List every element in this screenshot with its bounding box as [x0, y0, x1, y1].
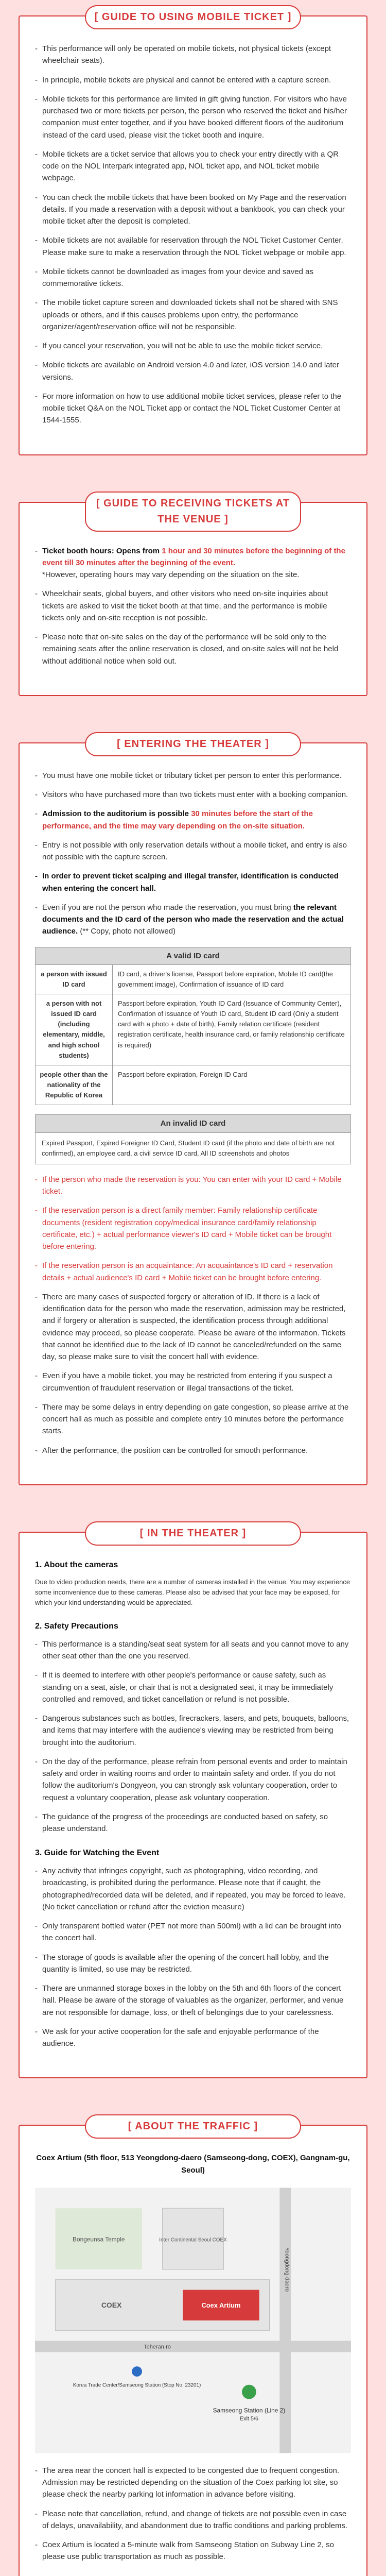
- invalid-id-text: Expired Passport, Expired Foreigner ID Card, Student ID card (if the photo and date of birth are not confirmed), an employee card, a civil service ID card, All ID screenshots and photos: [42, 1139, 335, 1157]
- list-item: - You must have one mobile ticket or tributary ticket per person to enter this performance.: [35, 770, 351, 782]
- list-item: - Mobile tickets are available on Android version 4.0 and later, iOS version 14.0 and later versions.: [35, 359, 351, 383]
- mobile-ticket-title: [ GUIDE TO USING MOBILE TICKET ]: [85, 5, 301, 29]
- receiving-tickets-section: [19, 497, 367, 696]
- valid-id-table: [35, 947, 351, 1106]
- traffic-section: [19, 2121, 367, 2576]
- in-theater-section: [19, 1527, 367, 2079]
- station-marker: [242, 2385, 256, 2399]
- table-row: [36, 994, 350, 1065]
- list-item: - Coex Artium is located a 5-minute walk from Samseong Station on Subway Line 2, so please use public transportation as much as possible.: [35, 2539, 351, 2563]
- list-item: - We ask for your active cooperation for the safe and enjoyable performance of the audience.: [35, 2026, 351, 2050]
- list-item: - Any activity that infringes copyright, such as photographing, video recording, and broadcasting, is prohibited during the performance. Please note that if caught, the photographed/recorded data will be deleted, and if repeated, you may be forced to leave. (No ticket cancellation or refund after the eviction measure): [35, 1865, 351, 1913]
- list-item: - Mobile tickets for this performance are limited in gift giving function. For visitors who have purchased two or more tickets per person, the person who reserved the ticket and his/her companion must enter together, and if you have booked different floors of the auditorium instead of the card used, please visit the ticket booth and inquire.: [35, 93, 351, 141]
- id-rule-note: (** Copy, photo not allowed): [78, 927, 176, 936]
- id-rule-text: Even if you are not the person who made the reservation, you must bring: [42, 903, 293, 912]
- table-value: Passport before expiration, Foreign ID Card: [118, 1070, 248, 1078]
- list-item: - There are unmanned storage boxes in the lobby on the 5th and 6th floors of the concert hall. Please be aware of the storage of valuables as the organizer, performer, and venue are not responsible for damage, loss, or theft of belongings due to your carelessness.: [35, 1982, 351, 2019]
- mobile-ticket-section: [19, 11, 367, 455]
- list-item: - The guidance of the progress of the proceedings are conducted based on safety, so please understand.: [35, 1811, 351, 1835]
- list-item: - The area near the concert hall is expected to be congested due to frequent congestion. Admission may be restricted depending on the situation of the Coex parking lot site, so please check the nearby parking lot information in advance before visiting.: [35, 2465, 351, 2501]
- table-row: [36, 1065, 350, 1105]
- safety-heading: 2. Safety Precautions: [35, 1622, 118, 1631]
- list-item: - Please note that on-site sales on the day of the performance will be sold only to the remaining seats after the online reservation is closed, and on-site sales will not be held without additional notice when sold out.: [35, 631, 351, 667]
- subway-heading: [35, 2574, 351, 2576]
- safety-list: [35, 1638, 351, 1835]
- mobile-ticket-list: [35, 43, 351, 427]
- list-item: - Please note that cancellation, refund, and change of tickets are not possible even in case of delays, unavailability, and abandonment due to traffic conditions and parking problems.: [35, 2508, 351, 2532]
- list-item: - If it is deemed to interfere with other people's performance or cause safety, such as standing on a seat, aisle, or chair that is not a designated seat, it may be immediately controlled and removed, and ticket cancellation or refund is not possible.: [35, 1669, 351, 1705]
- booth-hours-value: 1 hour and 30 minutes before the beginning of the event till 30 minutes after the beginning of the event.: [42, 546, 345, 567]
- bus-stop-marker: [132, 2366, 142, 2377]
- admission-label: Admission to the auditorium is possible: [42, 809, 191, 819]
- list-item: - Entry is not possible with only reservation details without a mobile ticket, and entry is also not possible with the capture screen.: [35, 839, 351, 863]
- admission-value: 30 minutes before the start of the performance, and the time may vary depending on the on-site situation.: [42, 809, 313, 831]
- cameras-text: Due to video production needs, there are a number of cameras installed in the venue. You may experience some inconvenience due to these cameras. Please also be advised that your face may be exposed, for which your kind understanding would be appreciated.: [35, 1578, 350, 1606]
- list-item: - Dangerous substances such as bottles, firecrackers, lasers, and pets, bouquets, balloons, and items that may interfere with the audience's viewing may be restricted from being brought into the auditorium.: [35, 1713, 351, 1749]
- list-item: - In order to prevent ticket scalping and illegal transfer, identification is conducted when entering the concert hall.: [35, 870, 351, 894]
- valid-id-head: A valid ID card: [36, 947, 350, 965]
- list-item: - Mobile tickets are a ticket service that allows you to check your entry directly with a QR code on the NOL Interpark integrated app, NOL ticket app, and NOL ticket mobile webpage.: [35, 148, 351, 184]
- table-key: people other than the nationality of the Republic of Korea: [36, 1065, 113, 1105]
- list-item: - For more information on how to use additional mobile ticket services, please refer to the mobile ticket Q&A on the NOL Ticket app or contact the NOL Ticket Customer Center at 1544-1555.: [35, 391, 351, 427]
- list-item: - Mobile tickets cannot be downloaded as images from your device and saved as commemorative tickets.: [35, 266, 351, 290]
- list-item: - Mobile tickets are not available for reservation through the NOL Ticket Customer Center. Please make sure to make a reservation through the NOL Ticket webpage or mobile app.: [35, 234, 351, 259]
- traffic-list: [35, 2465, 351, 2563]
- booth-hours-label: Ticket booth hours: Opens from: [42, 546, 162, 555]
- hotel-label: Inter Continental Seoul COEX: [159, 2237, 227, 2243]
- booth-hours-note: *However, operating hours may vary depending on the situation on the site.: [42, 570, 300, 579]
- list-item: - In principle, mobile tickets are physical and cannot be entered with a capture screen.: [35, 74, 351, 86]
- station-label: Samseong Station (Line 2): [213, 2406, 286, 2414]
- temple-label: Bongeunsa Temple: [73, 2235, 125, 2243]
- list-item: - The storage of goods is available after the opening of the concert hall lobby, and the quantity is limited, so use may be restricted.: [35, 1952, 351, 1976]
- list-item: - Visitors who have purchased more than two tickets must enter with a booking companion.: [35, 789, 351, 801]
- list-item: [35, 902, 351, 938]
- entry-rules-list: [35, 1174, 351, 1456]
- cameras-heading: 1. About the cameras: [35, 1560, 118, 1569]
- list-item: - There may be some delays in entry depending on gate congestion, so please arrive at the concert hall as much as possible and complete entry 10 minutes before the performance starts.: [35, 1401, 351, 1437]
- invalid-id-table: [35, 1114, 351, 1164]
- exit-label: Exit 5/6: [239, 2415, 259, 2422]
- list-item: - Even if you have a mobile ticket, you may be restricted from entering if you suspect a circumvention of fraudulent reservation or illegal transactions of the ticket.: [35, 1370, 351, 1394]
- table-key: a person with not issued ID card (including elementary, middle, and high school students): [36, 994, 113, 1065]
- table-value: ID card, a driver's license, Passport before expiration, Mobile ID card(the government image), Confirmation of issuance of ID card: [118, 970, 333, 988]
- list-item: - You can check the mobile tickets that have been booked on My Page and the reservation details. If you made a reservation with a deposit without a bankbook, you can check your mobile ticket after the deposit is completed.: [35, 192, 351, 228]
- list-item: - Only transparent bottled water (PET not more than 500ml) with a lid can be brought into the concert hall.: [35, 1920, 351, 1944]
- list-item: - There are many cases of suspected forgery or alteration of ID. If there is a lack of identification data for the person who made the reservation, admission may be restricted, and if forgery or alteration is suspected, the identification process through additional evidence may proceed, so please cooperate. Please be aware of the information. Tickets that cannot be identified due to the lack of ID cannot be canceled/refunded on the same day, so please make sure to visit the concert hall with evidence.: [35, 1291, 351, 1363]
- list-item: - This performance is a standing/seat seat system for all seats and you cannot move to any other seat other than the one you reserved.: [35, 1638, 351, 1663]
- entering-list: [35, 770, 351, 938]
- road-label: Yeongdong-daero: [284, 2247, 290, 2292]
- in-theater-title: [ IN THE THEATER ]: [85, 1521, 301, 1546]
- list-item: [35, 545, 351, 581]
- entering-theater-title: [ ENTERING THE THEATER ]: [85, 732, 301, 756]
- list-item: - This performance will only be operated on mobile tickets, not physical tickets (except wheelchair seats).: [35, 43, 351, 67]
- watching-list: [35, 1865, 351, 2049]
- list-item: - If the reservation person is a direct family member: Family relationship certificate documents (resident registration copy/medical insurance card/family relationship certificate, etc.) + actual performance viewer's ID card + Mobile ticket can be brought before entering.: [35, 1205, 351, 1252]
- artium-label: Coex Artium: [201, 2301, 241, 2310]
- entering-theater-section: [19, 738, 367, 1485]
- list-item: - Wheelchair seats, global buyers, and other visitors who need on-site inquiries about tickets are asked to visit the ticket booth at that time, and the performance is mobile tickets only and on-site reception is not possible.: [35, 588, 351, 624]
- table-key: a person with issued ID card: [36, 965, 113, 994]
- receiving-tickets-title: [ GUIDE TO RECEIVING TICKETS AT THE VENUE ]: [85, 492, 301, 532]
- invalid-id-head: An invalid ID card: [36, 1115, 350, 1132]
- coex-label: COEX: [101, 2301, 122, 2310]
- id-rule-bold: the relevant documents and the ID card of the person who made the reservation and the actual audience.: [42, 903, 344, 936]
- list-item: - The mobile ticket capture screen and downloaded tickets shall not be shared with SNS uploads or others, and if this causes problems upon entry, the performance organizer/agent/reservation office will not be responsible.: [35, 297, 351, 333]
- map-svg: [35, 2187, 351, 2454]
- traffic-title: [ ABOUT THE TRAFFIC ]: [85, 2114, 301, 2139]
- list-item: - On the day of the performance, please refrain from personal events and order to maintain safety and order in waiting rooms and order to maintain safety and order. If you do not follow the auditorium's Dongyeon, you can strongly ask voluntary cooperation, order to request a voluntary cooperation, please ask voluntary cooperation.: [35, 1756, 351, 1804]
- list-item: - If the person who made the reservation is you: You can enter with your ID card + Mobile ticket.: [35, 1174, 351, 1198]
- road-label: Teheran-ro: [144, 2344, 171, 2350]
- list-item: - After the performance, the position can be controlled for smooth performance.: [35, 1445, 351, 1456]
- location-map: [35, 2187, 351, 2454]
- watching-heading: 3. Guide for Watching the Event: [35, 1849, 160, 1858]
- table-value: Passport before expiration, Youth ID Card (Issuance of Community Center), Confirmation of issuance of Youth ID card, Student ID card (Only a student card with a photo + date of birth), Family relation certificate (resident registration certificate, health insurance card, or family relationship certificate is required): [118, 999, 345, 1049]
- road-horizontal: [35, 2341, 351, 2352]
- list-item: [35, 808, 351, 832]
- table-row: [36, 965, 350, 994]
- bus-stop-label: Korea Trade Center/Samseong Station (Stop No. 23201): [73, 2382, 201, 2388]
- list-item: - If the reservation person is an acquaintance: An acquaintance's ID card + reservation details + actual audience's ID card + Mobile ticket can be brought before entering.: [35, 1260, 351, 1284]
- list-item: - If you cancel your reservation, you will not be able to use the mobile ticket service.: [35, 340, 351, 352]
- receiving-tickets-list: [35, 545, 351, 667]
- map-title: Coex Artium (5th floor, 513 Yeongdong-daero (Samseong-dong, COEX), Gangnam-gu, Seoul): [36, 2154, 350, 2175]
